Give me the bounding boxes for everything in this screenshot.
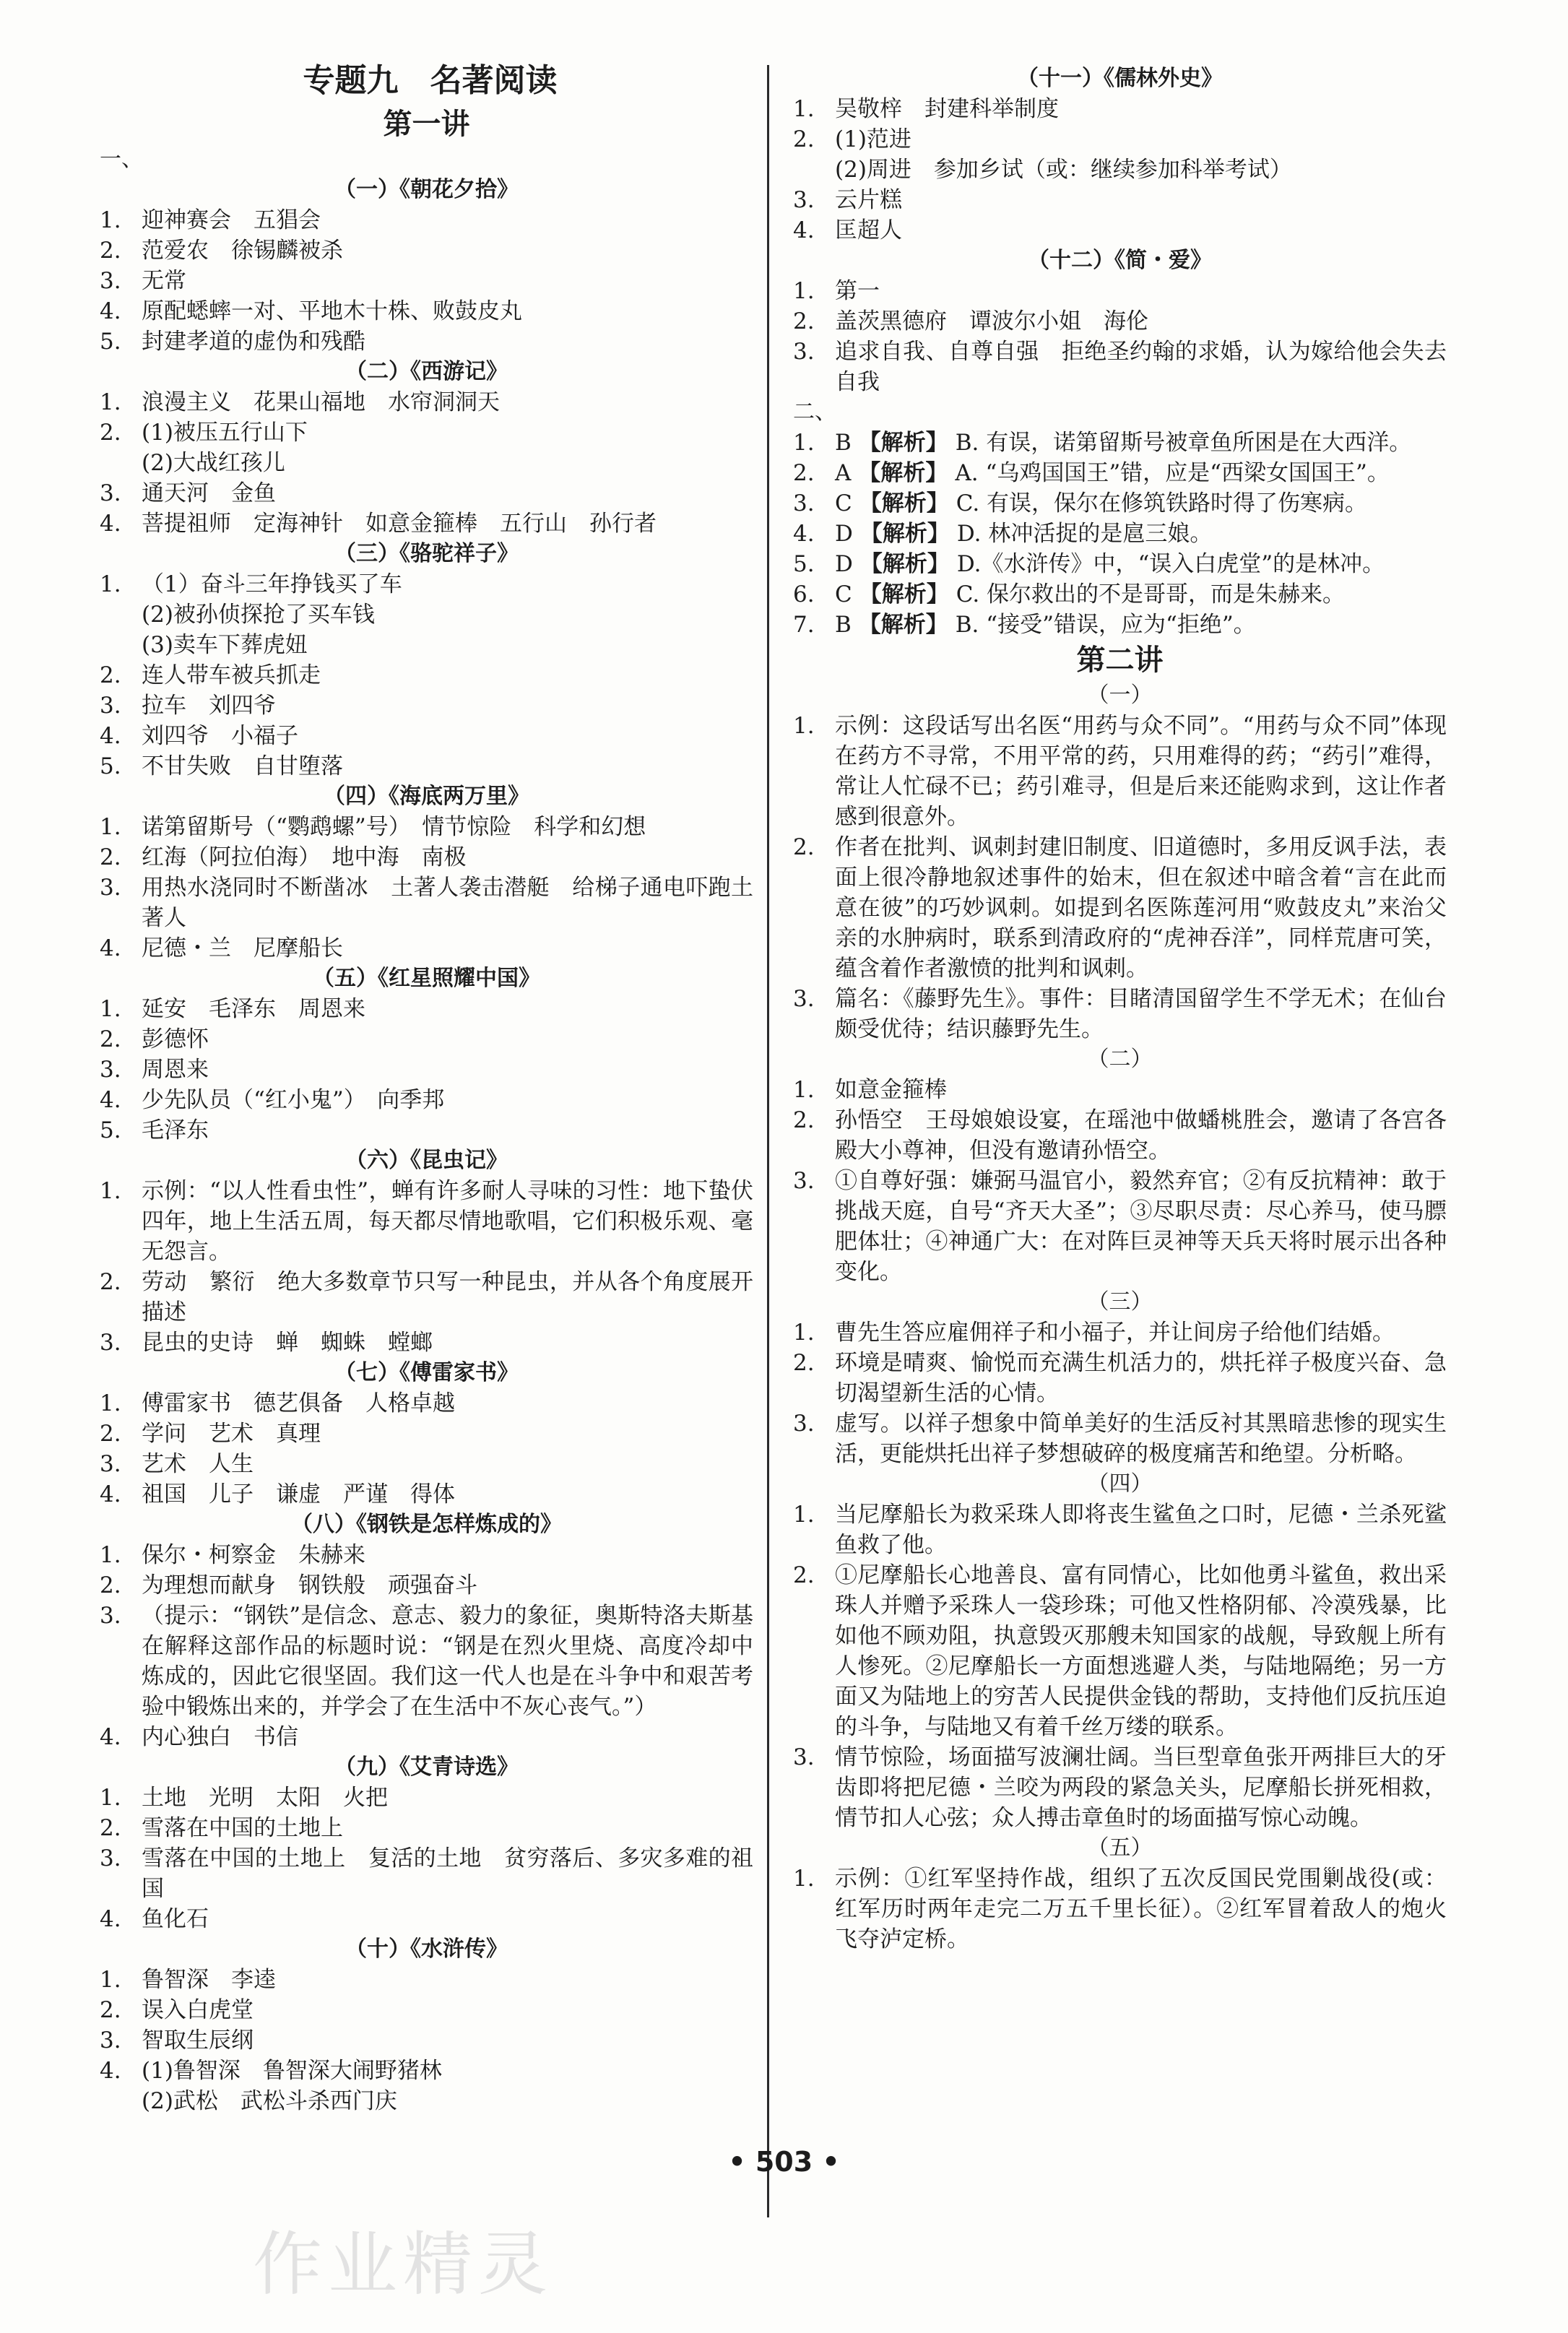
answer-item [100,266,753,296]
left-column [100,58,753,2116]
section-title: （六）《昆虫记》 [345,1148,508,1173]
answer-item [100,994,753,1024]
item-text: 封建孝道的虚伪和残酷 [142,329,365,355]
answer-item [100,660,753,691]
item-number: 4. [100,511,121,537]
answer-item [100,1024,753,1055]
item-number: 4. [793,217,815,243]
answer-item [100,478,753,508]
item-text: 周恩来 [142,1057,209,1083]
choice-body [835,549,1447,579]
choice-item [793,579,1447,610]
choice-answer: B [835,612,852,638]
item-text: 盖茨黑德府 谭波尔小姐 海伦 [835,308,1148,334]
item-number: 1. [100,1967,121,1993]
item-number: 3. [793,986,815,1012]
item-number: 4. [100,298,121,324]
answer-item [793,1348,1447,1408]
choice-body [835,610,1447,640]
section-title: （十二）《简・爱》 [1028,248,1212,273]
answer-item [793,1075,1447,1105]
answer-section [793,1287,1447,1469]
answer-section [100,175,753,357]
section-title: （三） [1087,1289,1153,1315]
item-number: 3. [100,1845,121,1871]
answer-item [100,1479,753,1510]
item-number: 2. [793,834,815,860]
item-number: 1. [793,1077,815,1103]
explanation-text: A. “乌鸡国国王”错，应是“西梁女国国王”。 [955,460,1390,486]
answer-item [100,2025,753,2056]
choice-item [793,549,1447,579]
item-number: 2. [793,1107,815,1133]
item-text: 示例：这段话写出名医“用药与众不同”。“用药与众不同”体现在药方不寻常，不用平常的药，只用难得的药；“药引”难得，常让人忙碌不已；药引难寻，但是后来还能购求到，这让作者感到很意外。 [835,713,1447,830]
choice-body [835,488,1447,519]
item-text: 红海（阿拉伯海） 地中海 南极 [142,844,467,870]
item-text: 延安 毛泽东 周恩来 [142,996,365,1022]
answer-section [100,1510,753,1752]
item-text: 原配蟋蟀一对、平地木十株、败鼓皮丸 [142,298,522,324]
section-title: （四） [1087,1471,1153,1497]
item-number: 3. [100,480,121,506]
item-number: 4. [100,2058,121,2084]
answer-item [793,1742,1447,1833]
item-number: 2. [100,1997,121,2023]
item-text: 吴敬梓 封建科举制度 [835,96,1059,122]
item-number: 1. [100,1542,121,1568]
answer-item [793,185,1447,215]
item-text: 匡超人 [835,217,902,243]
item-text: （提示：“钢铁”是信念、意志、毅力的象征，奥斯特洛夫斯基在解释这部作品的标题时说：“钢是在烈火里烧、高度冷却中炼成的，因此它很坚固。我们这一代人也是在斗争中和艰苦考验中锻炼出来的，并学会了在生活中不灰心丧气。”） [142,1603,753,1720]
item-text: 当尼摩船长为救采珠人即将丧生鲨鱼之口时，尼德・兰杀死鲨鱼救了他。 [835,1502,1447,1558]
answer-item [100,1843,753,1904]
explanation-label: 【解析】 [858,612,948,638]
explanation-label: 【解析】 [859,521,950,547]
answer-item [100,933,753,964]
choice-answer: C [835,490,852,516]
lecture-2-sections [793,680,1447,1955]
answer-item [793,711,1447,832]
item-text: ①尼摩船长心地善良、富有同情心，比如他勇斗鲨鱼，救出采珠人并赠予采珠人一袋珍珠；可他又性格阴郁、冷漠残暴，比如他不顾劝阻，执意毁灭那艘未知国家的战舰，导致舰上所有人惨死。②尼摩船长一方面想逃避人类，与陆地隔绝；另一方面又为陆地上的穷苦人民提供金钱的帮助，支持他们反抗压迫的斗争，与陆地又有着千丝万缕的联系。 [835,1562,1447,1740]
explanation-text: B. 有误，诺第留斯号被章鱼所困是在大西洋。 [955,430,1412,456]
answer-section [793,1044,1447,1287]
answer-item [100,1267,753,1328]
lecture-1-heading: 第一讲 [383,108,470,141]
answer-item [100,1965,753,1995]
answer-section [793,1469,1447,1833]
item-number: 5. [100,329,121,355]
item-number: 5. [793,551,815,577]
item-text: (1)鲁智深 鲁智深大闹野猪林 (2)武松 武松斗杀西门庆 [142,2058,442,2114]
answer-section [100,1752,753,1934]
explanation-text: C. 保尔救出的不是哥哥，而是朱赫来。 [956,581,1346,607]
section-title: （十一）《儒林外史》 [1017,66,1223,91]
item-number: 2. [100,1421,121,1447]
answer-item [100,721,753,751]
answer-item [100,1783,753,1813]
explanation-label: 【解析】 [859,490,949,516]
answer-item [100,1328,753,1358]
answer-item [793,1105,1447,1166]
item-text: 尼德・兰 尼摩船长 [142,935,343,961]
item-number: 2. [100,1026,121,1052]
answer-item [100,508,753,539]
item-text: 如意金箍棒 [835,1077,947,1103]
item-number: 2. [100,420,121,446]
item-number: 2. [793,308,815,334]
page-title: 专题九 名著阅读 [303,62,558,99]
answer-item [100,1570,753,1601]
item-text: 通天河 金鱼 [142,480,276,506]
answer-item [100,387,753,417]
item-text: 篇名：《藤野先生》。事件：目睹清国留学生不学无术；在仙台颇受优待；结识藤野先生。 [835,986,1447,1042]
item-number: 2. [793,1350,815,1376]
item-number: 3. [100,693,121,719]
item-text: 雪落在中国的土地上 复活的土地 贫穷落后、多灾多难的祖国 [142,1845,753,1902]
section-title: （三）《骆驼祥子》 [334,541,519,566]
part-1-label: 一、 [100,147,143,172]
item-text: 劳动 繁衍 绝大多数章节只写一种昆虫，并从各个角度展开描述 [142,1269,753,1325]
item-text: 艺术 人生 [142,1451,254,1477]
item-text: 用热水浇同时不断凿冰 土著人袭击潜艇 给梯子通电吓跑土著人 [142,875,753,931]
item-number: 2. [100,1815,121,1841]
answer-item [793,215,1447,246]
item-text: 菩提祖师 定海神针 如意金箍棒 五行山 孙行者 [142,511,657,537]
lecture-2-heading: 第二讲 [1076,644,1164,677]
answer-item [793,1864,1447,1955]
item-text: 智取生辰纲 [142,2027,254,2053]
item-number: 1. [793,96,815,122]
choice-item [793,458,1447,488]
choice-answer: C [835,581,852,607]
answer-item [793,337,1447,397]
item-text: 毛泽东 [142,1117,209,1143]
explanation-label: 【解析】 [859,551,950,577]
answer-section [100,782,753,964]
item-text: 无常 [142,268,186,294]
answer-item [100,1813,753,1843]
answer-section [793,64,1447,246]
answer-item [100,326,753,357]
choice-answer: B [835,430,852,456]
item-number: 2. [100,844,121,870]
answer-section [100,1934,753,2116]
answer-item [100,873,753,933]
answer-section [100,964,753,1146]
item-text: 作者在批判、讽刺封建旧制度、旧道德时，多用反讽手法，表面上很冷静地叙述事件的始末，但在叙述中暗含着“言在此而意在彼”的巧妙讽刺。如提到名医陈莲河用“败鼓皮丸”来治父亲的水肿病时，联系到清政府的“虎神吞洋”，同样荒唐可笑，蕴含着作者激愤的批判和讽刺。 [835,834,1447,982]
item-text: 祖国 儿子 谦虚 严谨 得体 [142,1481,455,1507]
item-number: 3. [100,875,121,901]
item-text: 误入白虎堂 [142,1997,254,2023]
choice-answer: A [835,460,852,486]
item-text: 鱼化石 [142,1906,209,1932]
item-text: （1）奋斗三年挣钱买了车 (2)被孙侦探抢了买车钱 (3)卖车下葬虎妞 [142,571,402,658]
answer-item [100,569,753,660]
section-title: （八）《钢铁是怎样炼成的》 [291,1512,562,1537]
left-sections [100,175,753,2116]
item-number: 2. [100,1572,121,1598]
section-title: （九）《艾青诗选》 [334,1754,519,1780]
answer-item [100,296,753,326]
item-text: 浪漫主义 花果山福地 水帘洞洞天 [142,389,500,415]
item-number: 7. [793,612,815,638]
answer-item [100,842,753,873]
item-number: 1. [793,278,815,304]
answer-item [793,306,1447,337]
item-text: 追求自我、自尊自强 拒绝圣约翰的求婚，认为嫁给他会失去自我 [835,339,1447,395]
answer-item [793,276,1447,306]
item-text: 为理想而献身 钢铁般 顽强奋斗 [142,1572,477,1598]
choice-answers [793,428,1447,640]
answer-item [793,1166,1447,1287]
answer-item [100,1904,753,1934]
answer-item [793,832,1447,984]
explanation-label: 【解析】 [859,581,949,607]
item-number: 3. [100,1330,121,1356]
choice-body [835,519,1447,549]
item-number: 4. [793,521,815,547]
item-number: 1. [793,1502,815,1528]
item-text: 不甘失败 自甘堕落 [142,753,343,779]
item-number: 5. [100,753,121,779]
choice-item [793,610,1447,640]
answer-item [100,1601,753,1722]
item-text: 学问 艺术 真理 [142,1421,321,1447]
item-number: 1. [100,1178,121,1204]
answer-item [100,1722,753,1752]
item-text: 拉车 刘四爷 [142,693,276,719]
answer-item [100,1388,753,1419]
choice-body [835,579,1447,610]
answer-item [100,1419,753,1449]
item-text: 雪落在中国的土地上 [142,1815,343,1841]
item-text: 保尔・柯察金 朱赫来 [142,1542,365,1568]
item-text: 孙悟空 王母娘娘设宴，在瑶池中做蟠桃胜会，邀请了各宫各殿大小尊神，但没有邀请孙悟空。 [835,1107,1447,1164]
item-number: 3. [100,2027,121,2053]
answer-item [793,984,1447,1044]
explanation-label: 【解析】 [858,430,948,456]
explanation-text: C. 有误，保尔在修筑铁路时得了伤寒病。 [956,490,1368,516]
answer-item [100,2056,753,2116]
section-title: （七）《傅雷家书》 [334,1360,519,1385]
watermark: 作业精灵 [253,2224,553,2305]
answer-item [793,1499,1447,1560]
item-number: 3. [100,1451,121,1477]
page-number: • 503 • [728,2146,840,2178]
item-text: 少先队员（“红小鬼”） 向季邦 [142,1087,445,1113]
item-number: 6. [793,581,815,607]
right-sections [793,64,1447,397]
item-text: 彭德怀 [142,1026,209,1052]
answer-section [793,1833,1447,1955]
answer-section [793,680,1447,1044]
item-text: 范爱农 徐锡麟被杀 [142,238,343,264]
item-text: 环境是晴爽、愉悦而充满生机活力的，烘托祥子极度兴奋、急切渴望新生活的心情。 [835,1350,1447,1406]
item-number: 4. [100,1906,121,1932]
choice-body [835,458,1447,488]
answer-item [793,124,1447,185]
item-number: 2. [100,238,121,264]
item-text: 示例：①红军坚持作战，组织了五次反国民党围剿战役(或：红军历时两年走完二万五千里长征）。②红军冒着敌人的炮火飞夺泸定桥。 [835,1866,1447,1952]
item-number: 3. [793,1411,815,1437]
answer-item [100,1995,753,2025]
choice-answer: D [835,551,853,577]
explanation-text: B. “接受”错误，应为“拒绝”。 [955,612,1256,638]
item-number: 4. [100,1724,121,1750]
item-number: 1. [100,1390,121,1416]
answer-section [793,246,1447,397]
section-title: （一） [1087,683,1153,708]
item-number: 3. [793,339,815,365]
item-number: 1. [793,1866,815,1892]
section-title: （二） [1087,1047,1153,1072]
item-number: 2. [793,126,815,152]
item-number: 3. [793,490,815,516]
choice-item [793,488,1447,519]
item-text: 诺第留斯号（“鹦鹉螺”号） 情节惊险 科学和幻想 [142,814,646,840]
item-text: 内心独白 书信 [142,1724,298,1750]
answer-item [100,1540,753,1570]
explanation-label: 【解析】 [858,460,948,486]
item-text: 示例：“以人性看虫性”，蝉有许多耐人寻味的习性：地下蛰伏四年，地上生活五周，每天都尽情地歌唱，它们积极乐观、毫无怨言。 [142,1178,753,1265]
item-text: 迎神赛会 五猖会 [142,207,321,233]
item-number: 1. [100,996,121,1022]
section-title: （一）《朝花夕拾》 [334,177,519,202]
section-title: （五）《红星照耀中国》 [313,966,540,991]
item-number: 1. [100,207,121,233]
answer-section [100,1146,753,1358]
choice-body [835,428,1447,458]
item-number: 4. [100,1481,121,1507]
right-column [793,64,1447,1955]
explanation-text: D.《水浒传》中，“误入白虎堂”的是林冲。 [956,551,1385,577]
item-number: 2. [793,460,815,486]
item-text: 傅雷家书 德艺俱备 人格卓越 [142,1390,455,1416]
item-text: 情节惊险，场面描写波澜壮阔。当巨型章鱼张开两排巨大的牙齿即将把尼德・兰咬为两段的紧急关头，尼摩船长拼死相救，情节扣人心弦；众人搏击章鱼时的场面描写惊心动魄。 [835,1744,1447,1831]
item-number: 3. [100,268,121,294]
item-number: 1. [100,389,121,415]
item-number: 3. [793,187,815,213]
item-number: 1. [100,571,121,597]
answer-item [100,417,753,478]
item-text: 昆虫的史诗 蝉 蜘蛛 螳螂 [142,1330,433,1356]
column-divider [767,65,769,2217]
item-number: 3. [793,1744,815,1770]
answer-item [100,1085,753,1115]
choice-item [793,519,1447,549]
item-number: 4. [100,723,121,749]
item-number: 1. [793,1320,815,1346]
answer-item [100,1055,753,1085]
answer-item [100,691,753,721]
item-number: 3. [100,1603,121,1629]
item-number: 4. [100,935,121,961]
item-text: 曹先生答应雇佣祥子和小福子，并让间房子给他们结婚。 [835,1320,1395,1346]
item-text: 鲁智深 李逵 [142,1967,276,1993]
item-number: 4. [100,1087,121,1113]
item-number: 5. [100,1117,121,1143]
item-number: 3. [100,1057,121,1083]
item-number: 3. [793,1168,815,1194]
item-text: 第一 [835,278,880,304]
answer-section [100,1358,753,1510]
answer-section [100,357,753,539]
item-number: 1. [793,713,815,739]
answer-item [793,1560,1447,1742]
answer-item [793,1408,1447,1469]
item-number: 1. [100,814,121,840]
answer-item [100,1449,753,1479]
item-text: (1)被压五行山下 (2)大战红孩儿 [142,420,308,476]
part-2-label: 二、 [793,399,836,425]
item-number: 2. [100,1269,121,1295]
answer-section [100,539,753,782]
item-number: 1. [793,430,815,456]
answer-item [793,94,1447,124]
answer-item [100,235,753,266]
answer-item [100,751,753,782]
choice-answer: D [835,521,853,547]
item-text: ①自尊好强：嫌弼马温官小，毅然弃官；②有反抗精神：敢于挑战天庭，自号“齐天大圣”；③尽职尽责：尽心养马，使马膘肥体壮；④神通广大：在对阵巨灵神等天兵天将时展示出各种变化。 [835,1168,1447,1285]
section-title: （四）《海底两万里》 [324,784,529,809]
item-number: 2. [100,662,121,688]
item-text: 云片糕 [835,187,902,213]
item-text: 土地 光明 太阳 火把 [142,1785,388,1811]
answer-item [100,1176,753,1267]
section-title: （二）《西游记》 [345,359,508,384]
item-text: 虚写。以祥子想象中简单美好的生活反衬其黑暗悲惨的现实生活，更能烘托出祥子梦想破碎的极度痛苦和绝望。分析略。 [835,1411,1447,1467]
answer-item [100,1115,753,1146]
section-title: （十）《水浒传》 [345,1936,508,1962]
answer-item [100,205,753,235]
item-text: (1)范进 (2)周进 参加乡试（或：继续参加科举考试） [835,126,1292,183]
item-number: 2. [793,1562,815,1588]
item-text: 连人带车被兵抓走 [142,662,321,688]
answer-item [100,812,753,842]
explanation-text: D. 林冲活捉的是扈三娘。 [956,521,1213,547]
item-text: 刘四爷 小福子 [142,723,298,749]
section-title: （五） [1087,1835,1153,1861]
choice-item [793,428,1447,458]
item-number: 1. [100,1785,121,1811]
answer-item [793,1317,1447,1348]
